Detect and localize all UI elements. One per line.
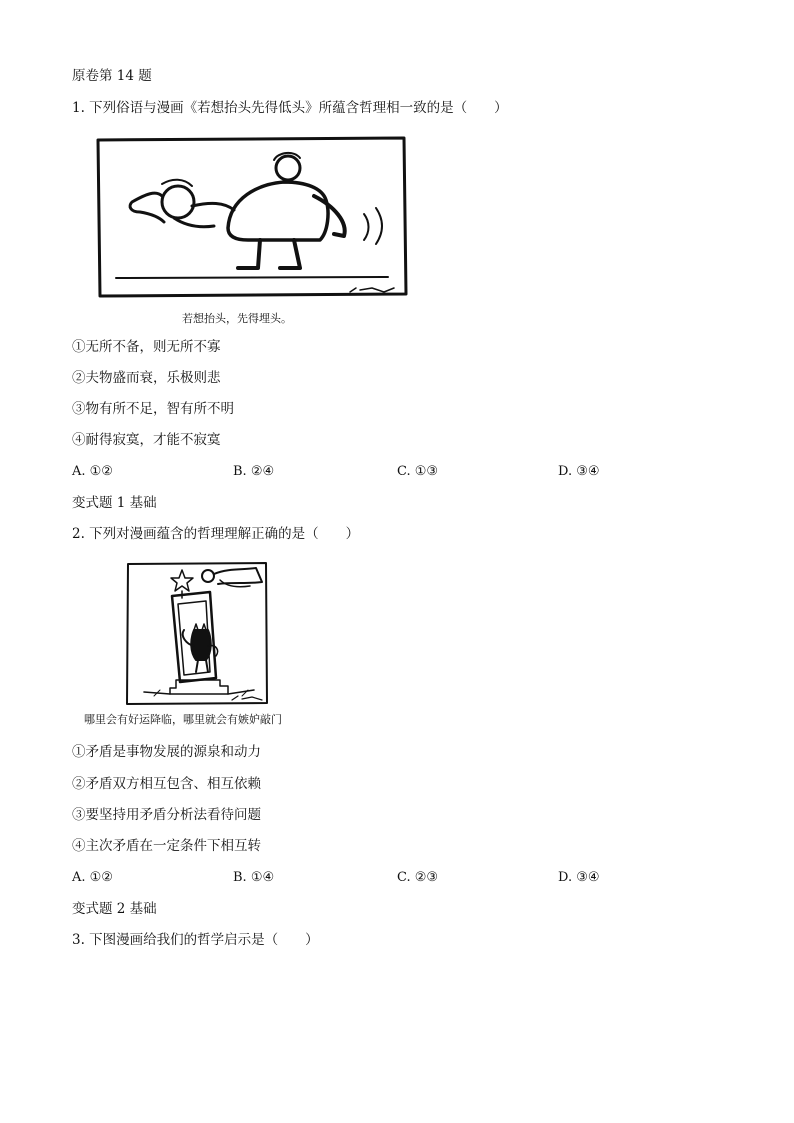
q1-option-d: D. ③④ — [558, 464, 600, 479]
q1-item-1: ①无所不备，则无所不寡 — [72, 339, 221, 355]
q1-option-c: C. ①③ — [397, 464, 439, 479]
q1-option-a: A. ①② — [72, 464, 113, 479]
q2-item-2: ②矛盾双方相互包含、相互依赖 — [72, 776, 261, 792]
q2-option-c: C. ②③ — [397, 870, 439, 885]
source-label: 原卷第 14 题 — [72, 68, 152, 84]
cartoon-1-caption: 若想抬头，先得埋头。 — [182, 312, 292, 325]
cartoon-1-image — [88, 132, 410, 304]
q2-item-1: ①矛盾是事物发展的源泉和动力 — [72, 744, 261, 760]
question-3-stem: 3. 下图漫画给我们的哲学启示是（ ） — [72, 932, 319, 948]
q2-option-d: D. ③④ — [558, 870, 600, 885]
cartoon-2-caption: 哪里会有好运降临，哪里就会有嫉妒敲门 — [84, 713, 282, 726]
q2-item-3: ③要坚持用矛盾分析法看待问题 — [72, 807, 261, 823]
q2-option-b: B. ①④ — [233, 870, 275, 885]
variant-2-label: 变式题 2 基础 — [72, 901, 157, 917]
variant-1-label: 变式题 1 基础 — [72, 495, 157, 511]
cartoon-2-image — [124, 560, 270, 708]
q1-item-2: ②夫物盛而衰，乐极则悲 — [72, 370, 221, 386]
question-1-stem: 1. 下列俗语与漫画《若想抬头先得低头》所蕴含哲理相一致的是（ ） — [72, 100, 508, 116]
q2-option-a: A. ①② — [72, 870, 113, 885]
q1-option-b: B. ②④ — [233, 464, 275, 479]
question-2-stem: 2. 下列对漫画蕴含的哲理理解正确的是（ ） — [72, 526, 360, 542]
q2-item-4: ④主次矛盾在一定条件下相互转 — [72, 838, 261, 854]
q1-item-4: ④耐得寂寞，才能不寂寞 — [72, 432, 221, 448]
q1-item-3: ③物有所不足，智有所不明 — [72, 401, 234, 417]
